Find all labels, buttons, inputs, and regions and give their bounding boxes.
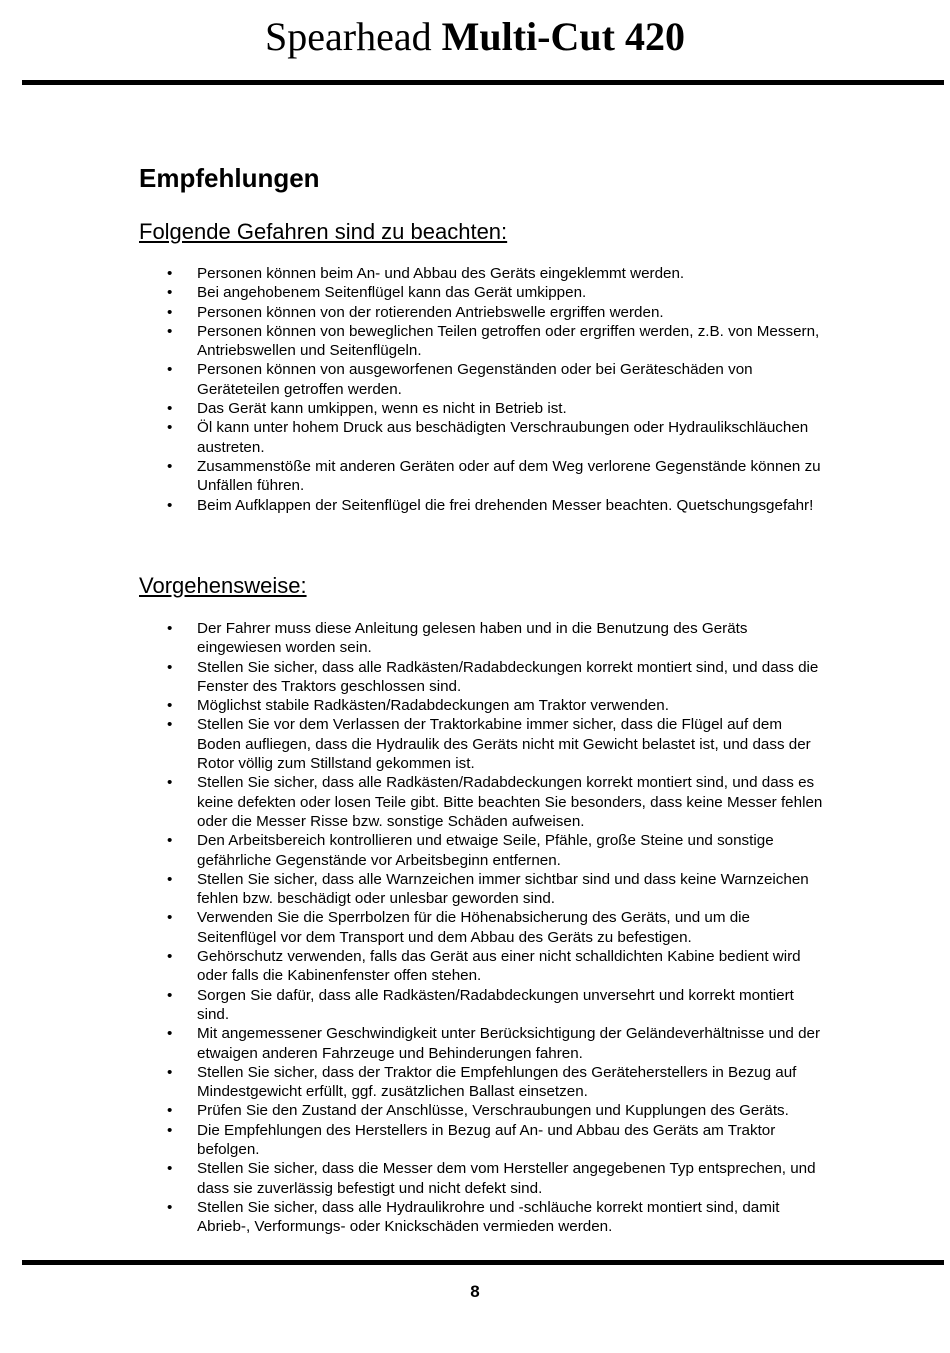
list-item-text: Bei angehobenem Seitenflügel kann das Gerät umkippen. <box>197 284 587 302</box>
list-item-text: Stellen Sie sicher, dass alle Hydraulikrohre und -schläuche korrekt montiert sind, damit Abrieb-, Verformungs- oder Knickschäden vermieden werden. <box>197 1198 780 1236</box>
header-model: Multi-Cut 420 <box>441 14 685 59</box>
list-item-text: Beim Aufklappen der Seitenflügel die frei drehenden Messer beachten. Quetschungsgefahr! <box>197 496 814 514</box>
list-item <box>167 399 827 418</box>
bullet-icon: • <box>167 870 173 888</box>
list-item <box>167 1121 827 1160</box>
list-item <box>167 1063 827 1102</box>
list-item-text: Stellen Sie sicher, dass der Traktor die Empfehlungen des Geräteherstellers in Bezug auf Mindestgewicht erfüllt, ggf. zusätzlichen Ballast einsetzen. <box>197 1063 797 1101</box>
bullet-icon: • <box>167 303 173 321</box>
bullet-icon: • <box>167 716 173 734</box>
list-item-text: Personen können von der rotierenden Antriebswelle ergriffen werden. <box>197 303 664 321</box>
footer-rule <box>22 1260 944 1265</box>
list-item <box>167 715 827 773</box>
list-item <box>167 696 827 715</box>
hazards-heading: Folgende Gefahren sind zu beachten: <box>139 219 508 244</box>
list-item-text: Den Arbeitsbereich kontrollieren und etwaige Seile, Pfähle, große Steine und sonstige gefährliche Gegenstände vor Arbeitsbeginn entfernen. <box>197 832 774 869</box>
bullet-icon: • <box>167 265 173 282</box>
procedure-heading: Vorgehensweise: <box>139 573 307 598</box>
bullet-icon: • <box>167 774 173 792</box>
bullet-icon: • <box>167 948 173 966</box>
list-item <box>167 496 827 515</box>
list-item <box>167 360 827 399</box>
list-item <box>167 322 827 361</box>
list-item <box>167 658 827 697</box>
bullet-icon: • <box>167 697 173 715</box>
list-item-text: Gehörschutz verwenden, falls das Gerät aus einer nicht schalldichten Kabine bedient wird oder falls die Kabinenfenster offen stehen. <box>197 948 801 985</box>
list-item <box>167 947 827 986</box>
list-item-text: Der Fahrer muss diese Anleitung gelesen haben und in die Benutzung des Geräts eingewiesen worden sein. <box>197 620 748 657</box>
page-header-title <box>0 12 950 62</box>
bullet-icon: • <box>167 658 173 676</box>
list-item-text: Stellen Sie sicher, dass alle Radkästen/Radabdeckungen korrekt montiert sind, und dass es keine defekten oder losen Teile gibt. Bitte beachten Sie besonders, dass keine Messer fehlen oder die Messer Risse bzw. sonstige Schäden aufweisen. <box>197 774 823 830</box>
list-item <box>167 1024 827 1063</box>
header-rule <box>22 80 944 85</box>
bullet-icon: • <box>167 322 173 340</box>
list-item <box>167 831 827 870</box>
header-brand: Spearhead <box>265 14 432 59</box>
list-item <box>167 457 827 496</box>
procedure-list <box>167 619 827 1237</box>
list-item-text: Stellen Sie sicher, dass die Messer dem vom Hersteller angegebenen Typ entsprechen, und dass sie zuverlässig befestigt und nicht defekt sind. <box>197 1160 816 1197</box>
bullet-icon: • <box>167 496 173 514</box>
list-item <box>167 619 827 658</box>
list-item <box>167 908 827 947</box>
bullet-icon: • <box>167 361 173 379</box>
list-item-text: Stellen Sie vor dem Verlassen der Traktorkabine immer sicher, dass die Flügel auf dem Boden aufliegen, dass die Hydraulik des Geräts nicht mit Gewicht belastet ist, und dass der Rotor völlig zum Stillstand gekommen ist. <box>197 716 811 773</box>
list-item <box>167 418 827 457</box>
bullet-icon: • <box>167 284 173 302</box>
bullet-icon: • <box>167 832 173 850</box>
bullet-icon: • <box>167 1160 173 1178</box>
bullet-icon: • <box>167 419 173 437</box>
list-item <box>167 1198 827 1237</box>
list-item-text: Zusammenstöße mit anderen Geräten oder auf dem Weg verlorene Gegenstände können zu Unfällen führen. <box>197 457 821 495</box>
list-item <box>167 283 827 302</box>
bullet-icon: • <box>167 457 173 475</box>
list-item-text: Personen können von beweglichen Teilen getroffen oder ergriffen werden, z.B. von Messern, Antriebswellen und Seitenflügeln. <box>197 322 820 360</box>
list-item <box>167 303 827 322</box>
bullet-icon: • <box>167 986 173 1004</box>
list-item <box>167 870 827 909</box>
bullet-icon: • <box>167 620 173 637</box>
list-item-text: Personen können beim An- und Abbau des Geräts eingeklemmt werden. <box>197 265 685 282</box>
list-item <box>167 264 827 283</box>
list-item-text: Stellen Sie sicher, dass alle Radkästen/Radabdeckungen korrekt montiert sind, und dass die Fenster des Traktors geschlossen sind. <box>197 658 819 695</box>
list-item-text: Verwenden Sie die Sperrbolzen für die Höhenabsicherung des Geräts, und um die Seitenflügel vor dem Transport und dem Abbau des Geräts zu befestigen. <box>197 909 751 946</box>
list-item <box>167 773 827 831</box>
list-item-text: Personen können von ausgeworfenen Gegenständen oder bei Geräteschäden von Geräteteilen getroffen werden. <box>197 361 753 398</box>
list-item-text: Die Empfehlungen des Herstellers in Bezug auf An- und Abbau des Geräts am Traktor befolgen. <box>197 1121 776 1159</box>
list-item-text: Prüfen Sie den Zustand der Anschlüsse, Verschraubungen und Kupplungen des Geräts. <box>197 1102 789 1120</box>
list-item-text: Das Gerät kann umkippen, wenn es nicht in Betrieb ist. <box>197 400 567 418</box>
list-item-text: Stellen Sie sicher, dass alle Warnzeichen immer sichtbar sind und dass keine Warnzeichen fehlen bzw. beschädigt oder unlesbar geworden sind. <box>197 870 809 908</box>
list-item <box>167 1159 827 1198</box>
list-item-text: Sorgen Sie dafür, dass alle Radkästen/Radabdeckungen unversehrt und korrekt montiert sind. <box>197 986 794 1023</box>
bullet-icon: • <box>167 1121 173 1139</box>
list-item <box>167 1101 827 1120</box>
bullet-icon: • <box>167 400 173 418</box>
list-item-text: Möglichst stabile Radkästen/Radabdeckungen am Traktor verwenden. <box>197 697 669 715</box>
section-title: Empfehlungen <box>139 163 320 193</box>
list-item <box>167 986 827 1025</box>
bullet-icon: • <box>167 1025 173 1043</box>
bullet-icon: • <box>167 1063 173 1081</box>
bullet-icon: • <box>167 1102 173 1120</box>
page-number: 8 <box>470 1282 480 1301</box>
list-item-text: Öl kann unter hohem Druck aus beschädigten Verschraubungen oder Hydraulikschläuchen austreten. <box>197 419 809 456</box>
bullet-icon: • <box>167 909 173 927</box>
hazards-list <box>167 264 827 515</box>
list-item-text: Mit angemessener Geschwindigkeit unter Berücksichtigung der Geländeverhältnisse und der etwaigen anderen Fahrzeuge und Behinderungen fahren. <box>197 1025 821 1062</box>
bullet-icon: • <box>167 1198 173 1216</box>
